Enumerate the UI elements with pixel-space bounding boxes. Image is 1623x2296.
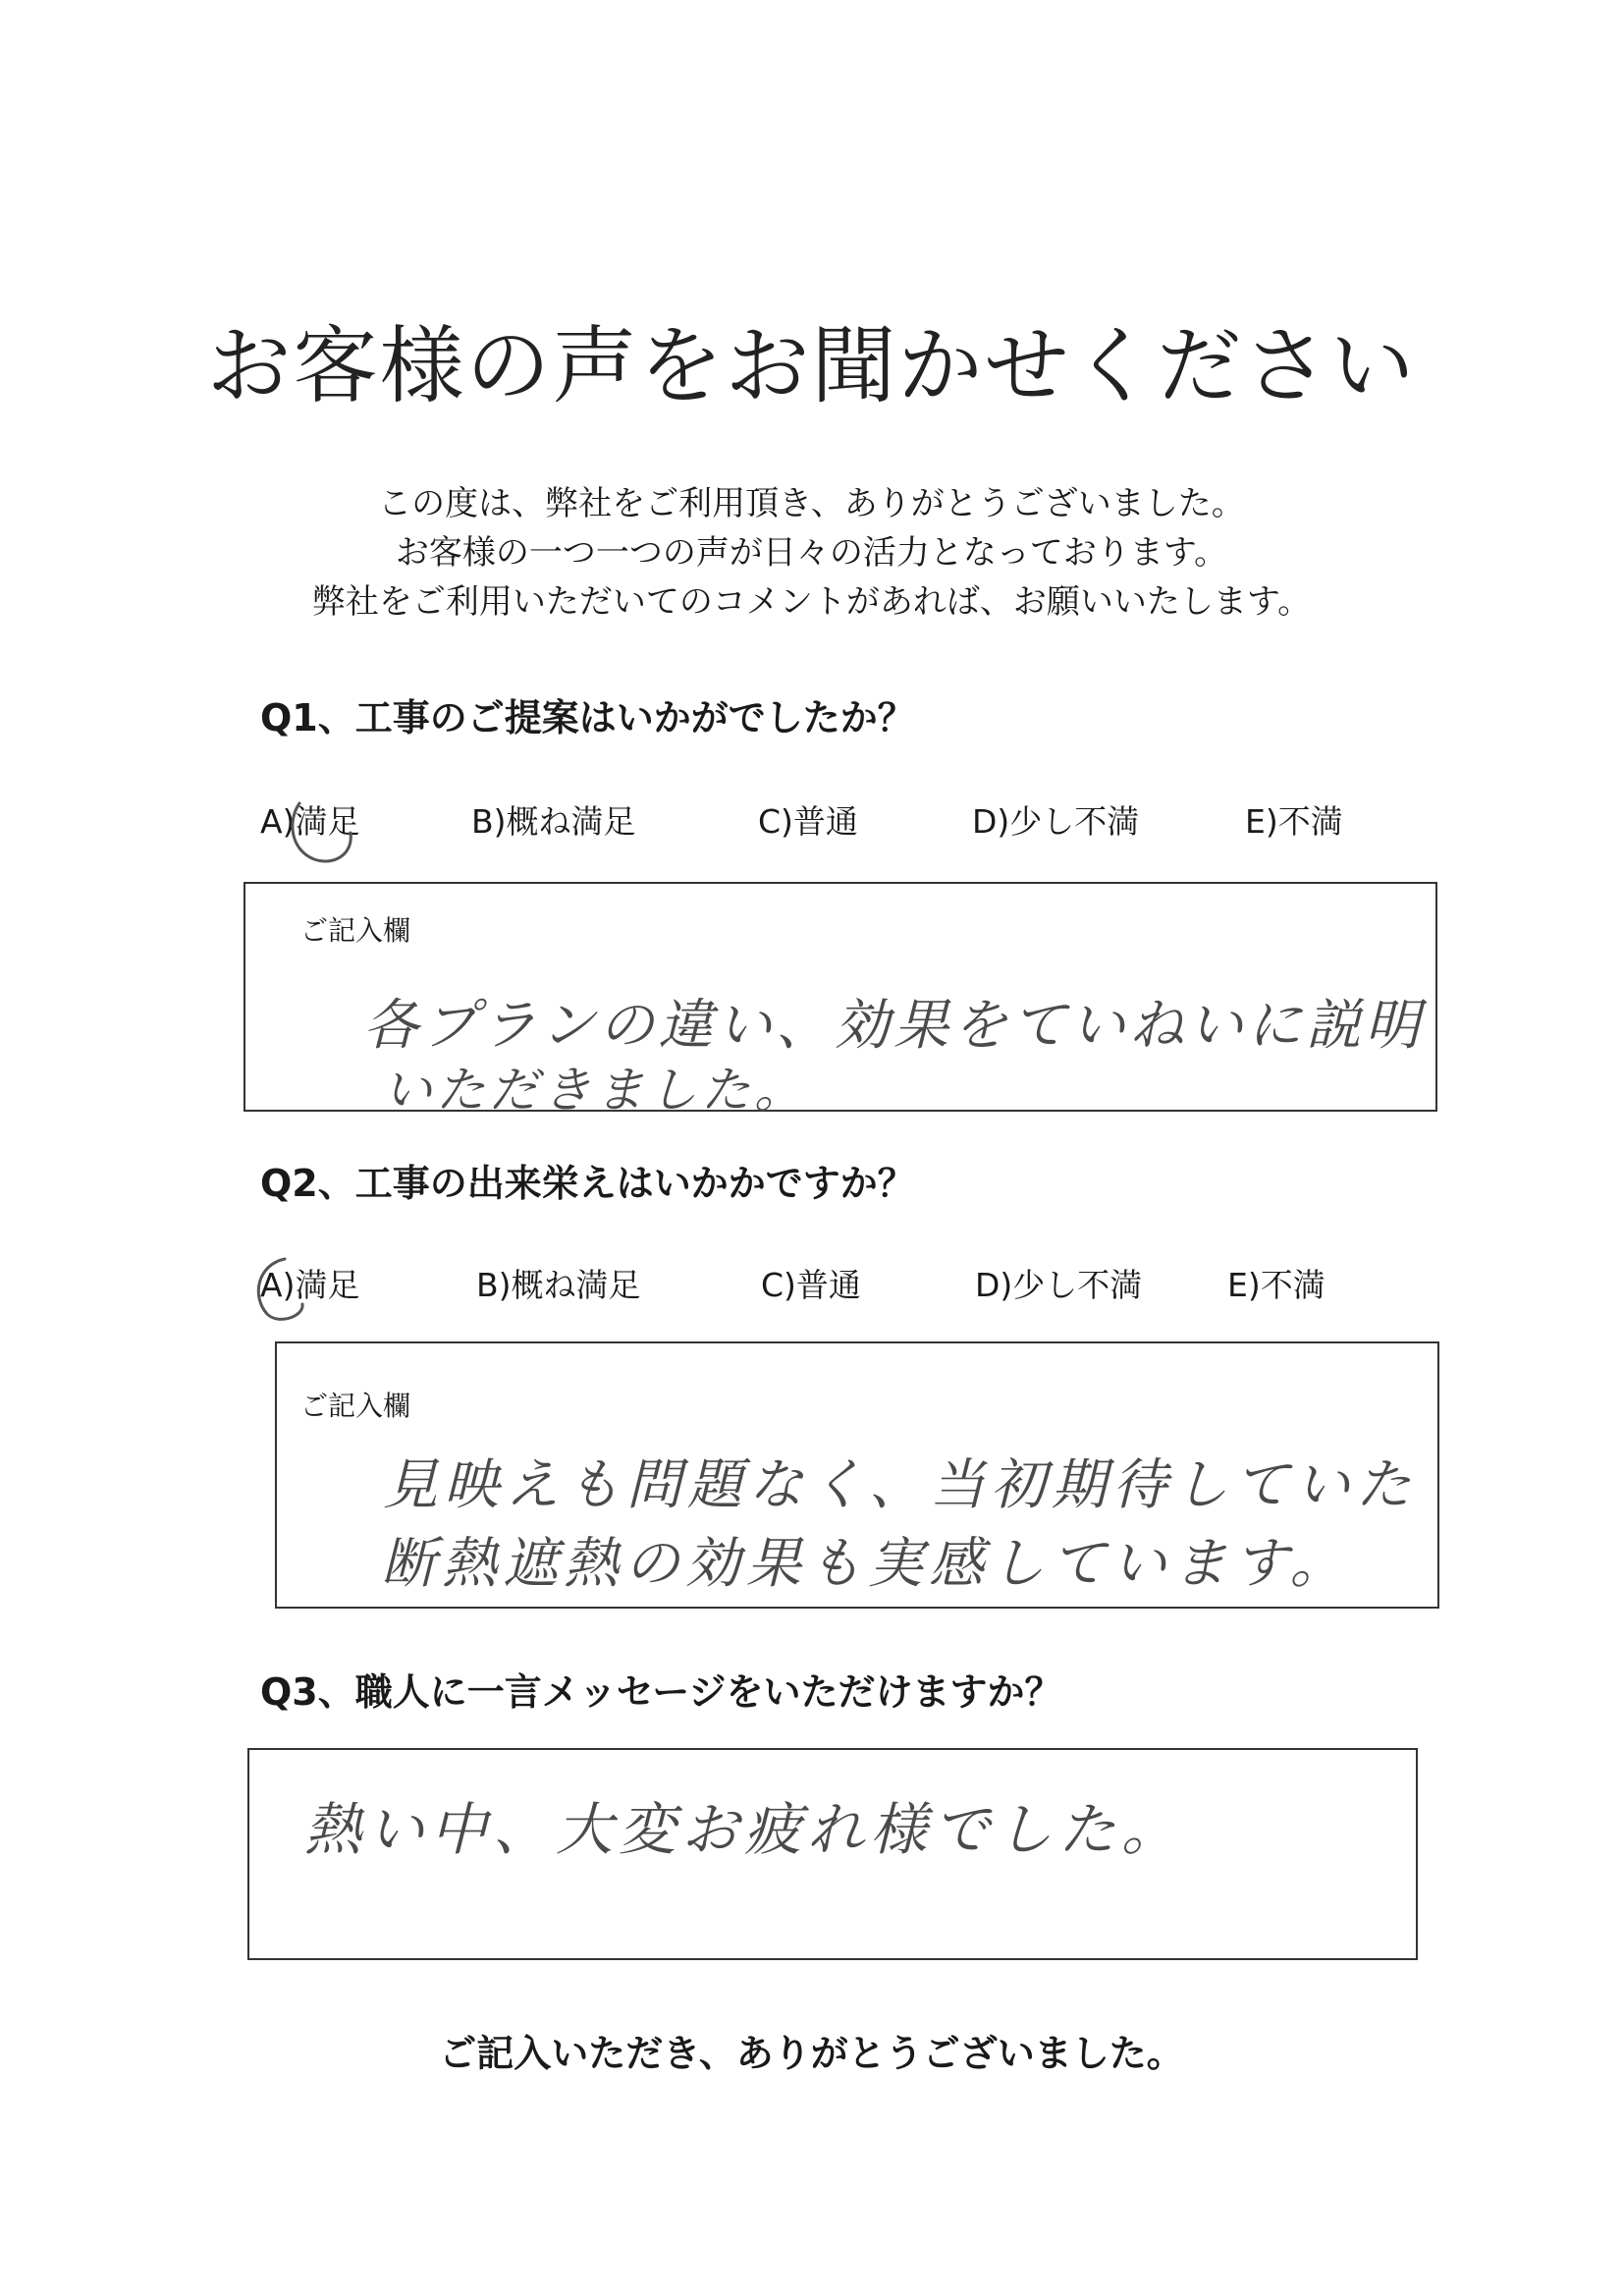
q1-box-label: ご記入欄 (300, 914, 411, 947)
q2-option-e[interactable]: E)不満 (1227, 1266, 1325, 1304)
q1-answer-line: 各プランの違い、効果をていねいに説明 (363, 994, 1424, 1058)
intro-text (0, 479, 1623, 627)
q2-answer-line: 見映えも問題なく、当初期待していた (383, 1453, 1417, 1517)
q2-option-d[interactable]: D)少し不満 (975, 1266, 1143, 1304)
q1-option-d[interactable]: D)少し不満 (972, 802, 1140, 841)
q1-options (0, 797, 1623, 847)
footer-thanks: ご記入いただき、ありがとうございました。 (439, 2032, 1184, 2075)
q2-option-b[interactable]: B)概ね満足 (476, 1266, 641, 1304)
q2-options (0, 1261, 1623, 1310)
q1-answer-line: いただきました。 (383, 1062, 807, 1119)
q2-option-a[interactable]: A)満足 (260, 1266, 360, 1304)
q1-option-a[interactable]: A)満足 (260, 802, 360, 841)
intro-line: お客様の一つ一つの声が日々の活力となっております。 (395, 533, 1228, 573)
q1-question: Q1、工事のご提案はいかがでしたか？ (260, 696, 915, 739)
q3-question: Q3、職人に一言メッセージをいただけますか？ (260, 1670, 1062, 1714)
q2-answer-box[interactable] (275, 1341, 1439, 1609)
intro-line: この度は、弊社をご利用頂き、ありがとうございました。 (378, 484, 1245, 523)
q3-answer-box[interactable] (247, 1748, 1418, 1960)
q2-answer-line: 断熱遮熱の効果も実感しています。 (381, 1532, 1351, 1596)
page-title: お客様の声をお聞かせください (206, 317, 1417, 415)
q2-question: Q2、工事の出来栄えはいかかですか？ (260, 1162, 915, 1205)
q1-option-b[interactable]: B)概ね満足 (471, 802, 636, 841)
q2-option-c[interactable]: C)普通 (761, 1266, 861, 1304)
intro-line: 弊社をご利用いただいてのコメントがあれば、お願いいたします。 (311, 582, 1312, 622)
q3-answer-line: 熱い中、大変お疲れ様でした。 (304, 1796, 1185, 1863)
q1-answer-box[interactable] (243, 882, 1437, 1119)
q2-box-label: ご記入欄 (300, 1390, 411, 1422)
q1-option-e[interactable]: E)不満 (1245, 802, 1343, 841)
q1-option-c[interactable]: C)普通 (758, 802, 858, 841)
